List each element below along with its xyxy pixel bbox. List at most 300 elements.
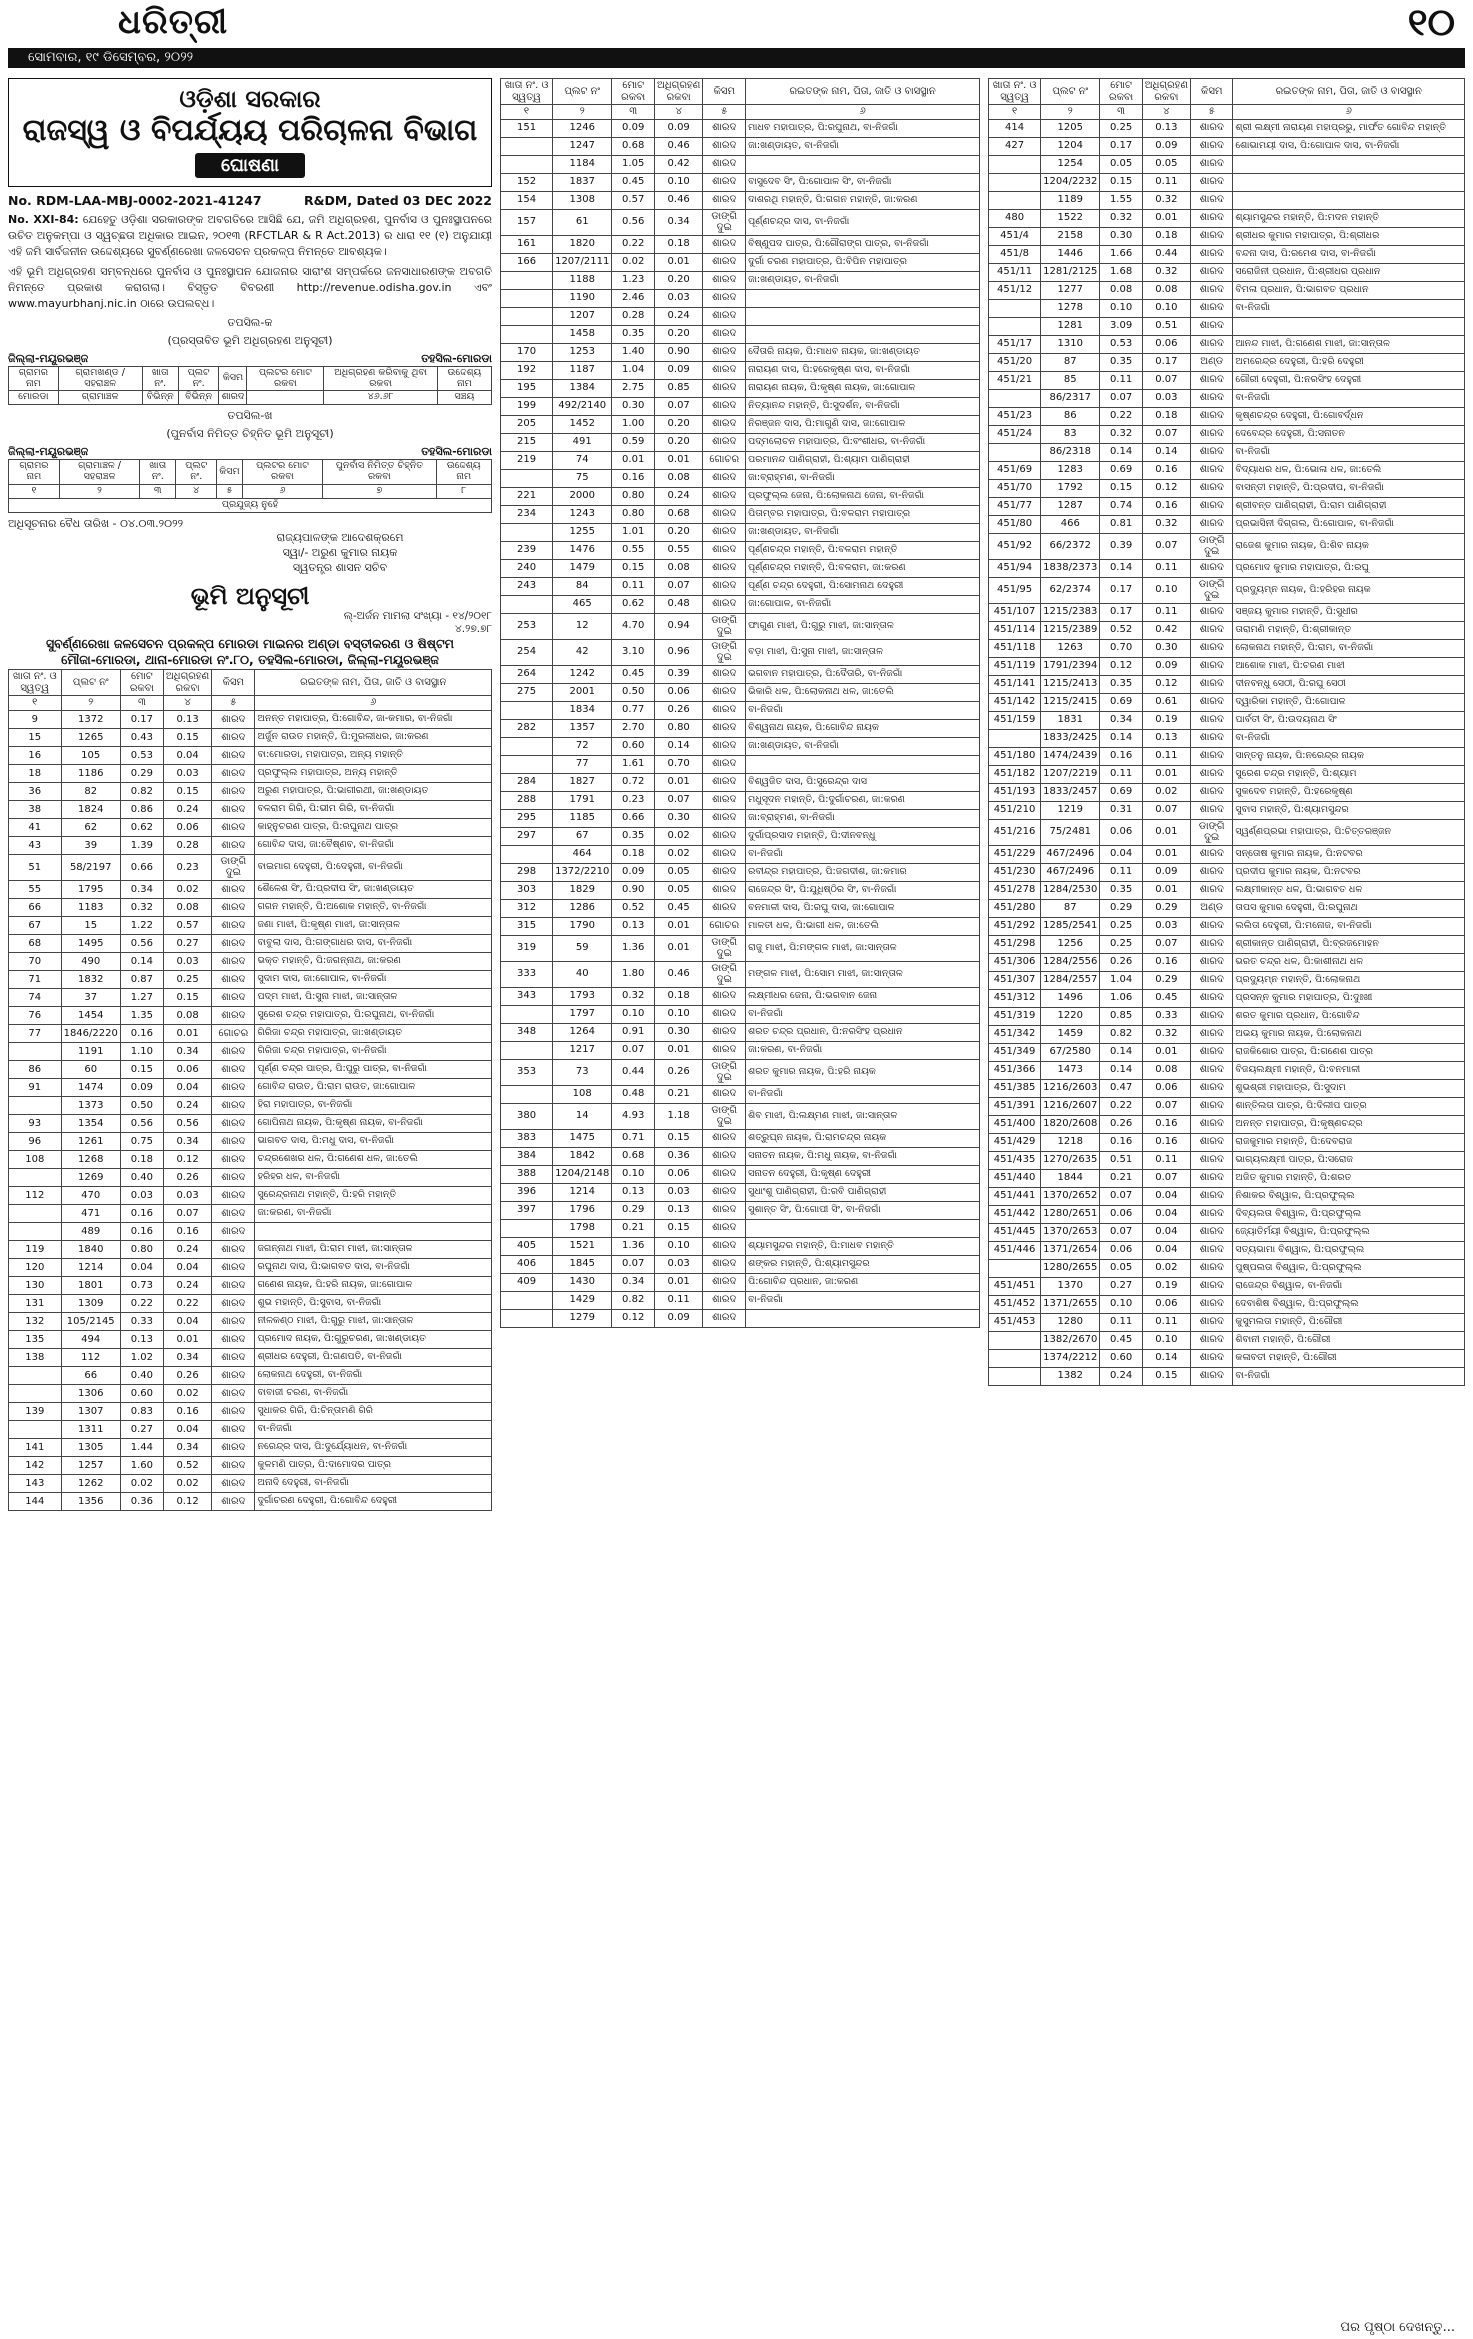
land-kisam: ଶାରଦ xyxy=(212,1330,255,1348)
total-area: 0.02 xyxy=(120,1474,163,1492)
table-row xyxy=(501,665,980,683)
plot-number: 1371/2654 xyxy=(1041,1241,1100,1259)
table-a-header-row xyxy=(9,366,492,391)
khata-number: 451/429 xyxy=(989,1133,1041,1151)
schedule-header-cell: ପ୍ଲଟ ନଂ xyxy=(553,79,612,105)
owner-details: ବା-ନିଜଗାଁ xyxy=(1233,389,1465,407)
table-row xyxy=(501,1201,980,1219)
table-row xyxy=(989,371,1465,389)
acquired-area: 0.10 xyxy=(1142,577,1190,603)
plot-number: 1204 xyxy=(1041,137,1100,155)
owner-details: ବା-ନିଜଗାଁ xyxy=(746,1085,980,1103)
table-row xyxy=(501,397,980,415)
table-row xyxy=(989,281,1465,299)
acquired-area: 0.09 xyxy=(655,1309,703,1327)
khata-number: 152 xyxy=(501,173,553,191)
land-kisam: ଶାରଦ xyxy=(212,880,255,898)
total-area: 0.06 xyxy=(1100,1205,1142,1223)
plot-number: 1382/2670 xyxy=(1041,1331,1100,1349)
plot-number: 1268 xyxy=(61,1150,120,1168)
acquired-area: 0.20 xyxy=(655,325,703,343)
acquired-area: 0.85 xyxy=(655,379,703,397)
khata-number: 205 xyxy=(501,415,553,433)
land-kisam: ଶାରଦ xyxy=(212,934,255,952)
khata-number: 451/230 xyxy=(989,863,1041,881)
total-area: 0.10 xyxy=(612,1165,655,1183)
table-a-header-cell: ଅଧିଗ୍ରହଣ କରିବାକୁ ଥିବା ରକବା xyxy=(324,366,437,391)
acquired-area: 0.02 xyxy=(163,1384,211,1402)
plot-number: 1452 xyxy=(553,415,612,433)
acquired-area: 0.21 xyxy=(655,1085,703,1103)
owner-details: ବନ୍ଦନା ଦାସ, ପି:ରମେଶ ଦାସ, ବା-ନିଜଗାଁ xyxy=(1233,245,1465,263)
plot-number: 1214 xyxy=(553,1183,612,1201)
acquired-area: 0.01 xyxy=(655,253,703,271)
schedule-header-cell: ରଇତଙ୍କ ନାମ, ପିତା, ଜାତି ଓ ବାସସ୍ଥାନ xyxy=(255,670,492,696)
acquired-area: 0.09 xyxy=(1142,863,1190,881)
land-kisam: ଶାରଦ xyxy=(1191,335,1233,353)
owner-details: ଭାଗ୍ୟଲକ୍ଷ୍ମୀ ପାତ୍ର, ପି:ସରୋଜ xyxy=(1233,1151,1465,1169)
plot-number: 1521 xyxy=(553,1237,612,1255)
acquired-area: 0.03 xyxy=(655,289,703,307)
schedule-header-row xyxy=(989,79,1465,105)
khata-number: 161 xyxy=(501,235,553,253)
table-row xyxy=(501,1059,980,1085)
total-area: 0.24 xyxy=(1100,1367,1142,1385)
khata-number: 451/159 xyxy=(989,711,1041,729)
khata-number: 71 xyxy=(9,970,62,988)
plot-number: 1254 xyxy=(1041,155,1100,173)
owner-details: ପୂର୍ଣ୍ଣଚନ୍ଦ୍ର ମହାନ୍ତି, ପି:ବଳରାମ ମହାନ୍ତି xyxy=(746,541,980,559)
total-area: 1.68 xyxy=(1100,263,1142,281)
land-kisam: ଶାରଦ xyxy=(703,1183,746,1201)
owner-details xyxy=(746,307,980,325)
owner-details: ଭକ୍ତ ମହାନ୍ତି, ପି:ଜଗନ୍ନାଥ, ଜା:କରଣ xyxy=(255,952,492,970)
khata-number: 451/312 xyxy=(989,989,1041,1007)
total-area: 0.62 xyxy=(120,818,163,836)
land-kisam: ଶାରଦ xyxy=(212,800,255,818)
total-area: 1.36 xyxy=(612,1237,655,1255)
land-kisam: ଶାରଦ xyxy=(212,988,255,1006)
table-row xyxy=(9,1312,492,1330)
table-row xyxy=(989,603,1465,621)
acquired-area: 0.10 xyxy=(655,1005,703,1023)
owner-details: ଅରୁଣ ମହାପାତ୍ର, ପି:ଭାଗୀରଥୀ, ଜା:ଖଣ୍ଡାୟତ xyxy=(255,782,492,800)
khata-number: 215 xyxy=(501,433,553,451)
khata-number xyxy=(501,325,553,343)
table-b-number-row xyxy=(9,485,492,499)
table-row xyxy=(989,819,1465,845)
table-a xyxy=(8,366,492,406)
owner-details: ଅଭୟ କୁମାର ନାୟକ, ପି:ଲୋକନାଥ xyxy=(1233,1025,1465,1043)
column-1 xyxy=(8,78,492,2313)
owner-details: ଗିରିଜା ଚନ୍ଦ୍ର ମହାପାତ୍ର, ବା-ନିଜଗାଁ xyxy=(255,1042,492,1060)
schedule-header-cell: ଅଧିଗ୍ରହଣ ରକବା xyxy=(655,79,703,105)
land-kisam: ଶାରଦ xyxy=(212,1384,255,1402)
owner-details: ଜା:କରଣ, ବା-ନିଜଗାଁ xyxy=(255,1204,492,1222)
owner-details: ଜା:ଖଣ୍ଡାୟତ, ବା-ନିଜଗାଁ xyxy=(746,737,980,755)
owner-details: ହିରା ମହାପାତ୍ର, ବା-ନିଜଗାଁ xyxy=(255,1096,492,1114)
total-area: 0.80 xyxy=(612,487,655,505)
owner-details: ଦୁର୍ଗାଚରଣ ଦେହୁରୀ, ପି:ଗୋବିନ୍ଦ ଦେହୁରୀ xyxy=(255,1492,492,1510)
table-row xyxy=(989,155,1465,173)
plot-number: 1458 xyxy=(553,325,612,343)
land-kisam: ଶାରଦ xyxy=(1191,935,1233,953)
schedule-header-cell: ରଇତଙ୍କ ନାମ, ପିତା, ଜାତି ଓ ବାସସ୍ଥାନ xyxy=(1233,79,1465,105)
case-number: ଲ୍-ଅର୍ଜନ ମାମଲା ସଂଖ୍ୟା - ୧୪/୨୦୧୮ xyxy=(343,609,492,622)
land-kisam: ଶାରଦ xyxy=(703,1129,746,1147)
owner-details xyxy=(746,755,980,773)
table-a-subcaption: (ପ୍ରସ୍ତାବିତ ଭୂମି ଅଧିଗ୍ରହଣ ଅନୁସୂଚୀ) xyxy=(167,333,333,347)
plot-number: 1522 xyxy=(1041,209,1100,227)
plot-number: 1796 xyxy=(553,1201,612,1219)
table-row xyxy=(989,953,1465,971)
land-kisam: ଶାରଦ xyxy=(212,1006,255,1024)
acquired-area: 0.08 xyxy=(655,559,703,577)
land-kisam: ଶାରଦ xyxy=(212,970,255,988)
land-kisam: ଶାରଦ xyxy=(703,523,746,541)
plot-number: 1430 xyxy=(553,1273,612,1291)
land-kisam: ଶାରଦ xyxy=(1191,245,1233,263)
land-kisam: ଅଣ୍ଡ xyxy=(1191,899,1233,917)
table-row xyxy=(501,289,980,307)
schedule-header-cell: କିସମ xyxy=(212,670,255,696)
total-area: 0.21 xyxy=(1100,1169,1142,1187)
land-kisam: ଶାରଦ xyxy=(1191,1079,1233,1097)
table-row xyxy=(501,1291,980,1309)
table-row xyxy=(9,1132,492,1150)
acquired-area: 0.32 xyxy=(1142,263,1190,281)
sign-line-3: ସ୍ୱତନ୍ତ୍ର ଶାସନ ସଚିବ xyxy=(292,560,388,574)
plot-number: 1281 xyxy=(1041,317,1100,335)
table-row xyxy=(501,899,980,917)
total-area: 0.07 xyxy=(1100,389,1142,407)
total-area: 0.03 xyxy=(120,1186,163,1204)
owner-details: ବିଦ୍ୟାଧର ଧଳ, ପି:ଭୋଳା ଧଳ, ଜା:ତେଲି xyxy=(1233,461,1465,479)
owner-details: ବିଷ୍ଣୁପଦ ପାତ୍ର, ପି:ଗୌରାଙ୍ଗ ପାତ୍ର, ବା-ନିଜଗାଁ xyxy=(746,235,980,253)
table-row xyxy=(989,497,1465,515)
khata-number: 451/210 xyxy=(989,801,1041,819)
plot-number: 1279 xyxy=(553,1309,612,1327)
total-area: 4.70 xyxy=(612,613,655,639)
khata-number xyxy=(989,1331,1041,1349)
tahasil-label: ତହସିଲ-ମୋରଡା xyxy=(421,351,492,365)
owner-details: ମଙ୍ଗଳ ମାଝୀ, ପି:ସୋମ ମାଝୀ, ଜା:ସାନ୍ତାଳ xyxy=(746,961,980,987)
plot-number: 1262 xyxy=(61,1474,120,1492)
khata-number: 451/94 xyxy=(989,559,1041,577)
owner-details: ପୂର୍ଣ୍ଣଚନ୍ଦ୍ର ଦାସ, ବା-ନିଜଗାଁ xyxy=(746,209,980,235)
table-row xyxy=(501,1023,980,1041)
acquired-area: 0.45 xyxy=(1142,989,1190,1007)
table-row xyxy=(501,379,980,397)
plot-number: 1284/2556 xyxy=(1041,953,1100,971)
total-area: 1.60 xyxy=(120,1456,163,1474)
total-area: 0.22 xyxy=(1100,1097,1142,1115)
khata-number xyxy=(501,271,553,289)
table-row xyxy=(989,1367,1465,1385)
khata-number xyxy=(501,701,553,719)
acquired-area: 0.39 xyxy=(655,665,703,683)
khata-number: 66 xyxy=(9,898,62,916)
district-label-b: ଜିଲ୍ଲା-ମୟୂରଭଞ୍ଜ xyxy=(8,445,89,459)
acquired-area: 0.34 xyxy=(655,209,703,235)
table-row xyxy=(501,451,980,469)
plot-number: 1354 xyxy=(61,1114,120,1132)
plot-number: 1309 xyxy=(61,1294,120,1312)
total-area: 1.04 xyxy=(1100,971,1142,989)
table-b-note-row xyxy=(9,499,492,513)
acquired-area: 0.12 xyxy=(1142,675,1190,693)
land-kisam: ଶାରଦ xyxy=(1191,845,1233,863)
acquired-area: 0.04 xyxy=(163,1420,211,1438)
khata-number xyxy=(989,1367,1041,1385)
khata-number: 264 xyxy=(501,665,553,683)
plot-number: 15 xyxy=(61,916,120,934)
table-row xyxy=(501,523,980,541)
schedule-header-cell: ଅଧିଗ୍ରହଣ ରକବା xyxy=(1142,79,1190,105)
khata-number xyxy=(501,845,553,863)
acquired-area: 0.20 xyxy=(655,271,703,289)
schedule-header-cell: ରଇତଙ୍କ ନାମ, ପିତା, ଜାତି ଓ ବାସସ୍ଥାନ xyxy=(746,79,980,105)
acquired-area: 0.01 xyxy=(163,1024,211,1042)
khata-number: 451/440 xyxy=(989,1169,1041,1187)
plot-number: 108 xyxy=(553,1085,612,1103)
acquired-area: 0.24 xyxy=(163,1276,211,1294)
total-area: 0.69 xyxy=(1100,461,1142,479)
total-area: 0.07 xyxy=(612,1041,655,1059)
total-area: 0.62 xyxy=(612,595,655,613)
total-area: 0.52 xyxy=(1100,621,1142,639)
plot-number: 1842 xyxy=(553,1147,612,1165)
land-kisam: ଶାରଦ xyxy=(703,1255,746,1273)
total-area: 0.14 xyxy=(1100,1061,1142,1079)
plot-number: 470 xyxy=(61,1186,120,1204)
owner-details xyxy=(746,325,980,343)
plot-number: 1837 xyxy=(553,173,612,191)
khata-number: 397 xyxy=(501,1201,553,1219)
acquired-area: 0.96 xyxy=(655,639,703,665)
plot-number: 1356 xyxy=(61,1492,120,1510)
acquired-area: 0.29 xyxy=(1142,971,1190,989)
total-area: 1.39 xyxy=(120,836,163,854)
owner-details: ଶରତ ଚନ୍ଦ୍ର ପ୍ରଧାନ, ପି:ନରସିଂହ ପ୍ରଧାନ xyxy=(746,1023,980,1041)
khata-number: 120 xyxy=(9,1258,62,1276)
notice-text-1: ଯେହେତୁ ଓଡ଼ିଶା ସରକାରଙ୍କ ଅବଗତିରେ ଆସିଛି ଯେ, ଜମି ଅଧିଗ୍ରହଣ, ପୁନର୍ବାସ ଓ ପୁନଃସ୍ଥାପନରେ ଉଚିତ ଅନୁକମ୍ପା ଓ ସ୍ୱଚ୍ଛତା ଅଧିକାର ଆଇନ, ୨୦୧୩ (RFCTLAR & R Act.2013) ର ଧାରା ୧୧ (୧) ଅନୁଯାୟୀ ଏହି ଜମି ସାର୍ବଜନୀନ ଉଦ୍ଦେଶ୍ୟରେ ସୁବର୍ଣ୍ଣରେଖା ଜଳସେଚନ ପ୍ରକଳ୍ପ ନିମନ୍ତେ ଆବଶ୍ୟକ। xyxy=(8,213,492,258)
total-area: 0.07 xyxy=(1100,1187,1142,1205)
owner-details: ପୂର୍ଣ୍ଣ ଚନ୍ଦ୍ର ଦେହୁରୀ, ପି:ସୋମନାଥ ଦେହୁରୀ xyxy=(746,577,980,595)
plot-number: 1204/2148 xyxy=(553,1165,612,1183)
land-kisam: ଶାରଦ xyxy=(212,1240,255,1258)
khata-number: 451/21 xyxy=(989,371,1041,389)
plot-number: 1184 xyxy=(553,155,612,173)
owner-details: ବା-ନିଜଗାଁ xyxy=(1233,443,1465,461)
table-row xyxy=(989,227,1465,245)
table-row xyxy=(501,755,980,773)
khata-number: 409 xyxy=(501,1273,553,1291)
total-area: 1.01 xyxy=(612,523,655,541)
acquired-area: 0.04 xyxy=(1142,1241,1190,1259)
land-kisam: ଶାରଦ xyxy=(703,325,746,343)
schedule-header-cell: ପ୍ଲଟ ନଂ xyxy=(1041,79,1100,105)
plot-number: 1253 xyxy=(553,343,612,361)
table-a-cell: ୪୬.୬୮ xyxy=(324,391,437,405)
reference-date: R&DM, Dated 03 DEC 2022 xyxy=(304,193,492,208)
land-kisam: ଶାରଦ xyxy=(703,701,746,719)
khata-number: 96 xyxy=(9,1132,62,1150)
acquired-area: 0.02 xyxy=(655,827,703,845)
khata-number: 221 xyxy=(501,487,553,505)
khata-number: 451/8 xyxy=(989,245,1041,263)
plot-number: 67 xyxy=(553,827,612,845)
land-kisam: ଶାରଦ xyxy=(703,253,746,271)
total-area: 0.04 xyxy=(1100,845,1142,863)
sign-line-2: ସ୍ୱା/- ଅରୁଣ କୁମାର ନାୟକ xyxy=(282,545,398,559)
plot-number: 1479 xyxy=(553,559,612,577)
land-kisam: ଶାରଦ xyxy=(1191,953,1233,971)
khata-number: 451/23 xyxy=(989,407,1041,425)
land-kisam: ଡାଙ୍ଗି ଦୁଇ xyxy=(1191,533,1233,559)
total-area: 0.15 xyxy=(612,559,655,577)
land-kisam: ଶାରଦ xyxy=(1191,1223,1233,1241)
owner-details: ନିତ୍ୟାନନ୍ଦ ମହାନ୍ତି, ପି:ସୁଦର୍ଶନ, ବା-ନିଜଗାଁ xyxy=(746,397,980,415)
total-area: 0.44 xyxy=(612,1059,655,1085)
plot-number: 1277 xyxy=(1041,281,1100,299)
khata-number: 451/349 xyxy=(989,1043,1041,1061)
acquired-area: 0.15 xyxy=(1142,1367,1190,1385)
total-area: 0.27 xyxy=(1100,1277,1142,1295)
khata-number: 70 xyxy=(9,952,62,970)
table-b-number-cell: ୮ xyxy=(436,485,492,499)
land-kisam: ଶାରଦ xyxy=(1191,559,1233,577)
khata-number: 451/452 xyxy=(989,1295,1041,1313)
total-area: 0.45 xyxy=(1100,1331,1142,1349)
table-row xyxy=(989,461,1465,479)
khata-number: 112 xyxy=(9,1186,62,1204)
land-kisam: ଶାରଦ xyxy=(1191,1241,1233,1259)
schedule-number-cell: ୪ xyxy=(1142,105,1190,120)
land-kisam: ଶାରଦ xyxy=(1191,729,1233,747)
plot-number: 1791/2394 xyxy=(1041,657,1100,675)
khata-number: 451/366 xyxy=(989,1061,1041,1079)
total-area: 0.06 xyxy=(1100,819,1142,845)
acquired-area: 0.03 xyxy=(163,952,211,970)
plot-number: 1280/2651 xyxy=(1041,1205,1100,1223)
acquired-area: 0.44 xyxy=(1142,245,1190,263)
total-area: 0.35 xyxy=(612,325,655,343)
plot-number: 492/2140 xyxy=(553,397,612,415)
table-row xyxy=(9,1042,492,1060)
acquired-area: 0.16 xyxy=(1142,1133,1190,1151)
table-b-number-cell: ୨ xyxy=(59,485,139,499)
owner-details: ଶୈଳେଶ ସିଂ, ପି:ପ୍ରଦୀପ ସିଂ, ଜା:ଖଣ୍ଡାୟତ xyxy=(255,880,492,898)
table-row xyxy=(501,1255,980,1273)
total-area: 0.09 xyxy=(612,119,655,137)
khata-number: 451/442 xyxy=(989,1205,1041,1223)
total-area: 1.23 xyxy=(612,271,655,289)
plot-number: 1207/2219 xyxy=(1041,765,1100,783)
plot-number: 1284/2530 xyxy=(1041,881,1100,899)
table-row xyxy=(501,433,980,451)
owner-details: ବାଇମାଗ ଦେହୁରୀ, ପି:ଦେହୁରୀ, ବା-ନିଜଗାଁ xyxy=(255,854,492,880)
land-kisam: ଶାରଦ xyxy=(212,898,255,916)
owner-details: କାହ୍ନୁଚରଣ ପାତ୍ର, ପି:ରଘୁନାଥ ପାତ୍ର xyxy=(255,818,492,836)
khata-number xyxy=(501,1291,553,1309)
khata-number: 16 xyxy=(9,746,62,764)
plot-number: 1255 xyxy=(553,523,612,541)
khata-number: 405 xyxy=(501,1237,553,1255)
owner-details: କଳାବତୀ ମହାନ୍ତି, ପି:ଗୌରୀ xyxy=(1233,1349,1465,1367)
table-row xyxy=(9,1366,492,1384)
table-b-number-cell: ୪ xyxy=(176,485,217,499)
khata-number: 282 xyxy=(501,719,553,737)
plot-number: 1186 xyxy=(61,764,120,782)
owner-details: ନରେନ୍ଦ୍ର ଦାସ, ପି:ଦୁର୍ଯ୍ୟୋଧନ, ବା-ନିଜଗାଁ xyxy=(255,1438,492,1456)
table-row xyxy=(989,407,1465,425)
owner-details: ଶଙ୍କର ମହାନ୍ତି, ପି:ଶ୍ୟାମସୁନ୍ଦର xyxy=(746,1255,980,1273)
total-area: 0.35 xyxy=(1100,353,1142,371)
acquired-area: 0.09 xyxy=(1142,137,1190,155)
schedule-body-3 xyxy=(989,119,1465,1385)
total-area: 0.80 xyxy=(120,1240,163,1258)
total-area: 0.71 xyxy=(612,1129,655,1147)
acquired-area: 0.26 xyxy=(163,1366,211,1384)
acquired-area: 0.05 xyxy=(1142,155,1190,173)
khata-number: 38 xyxy=(9,800,62,818)
owner-details: ସୁକଦେବ ମହାନ୍ତି, ପି:ହରେକୃଷ୍ଣ xyxy=(1233,783,1465,801)
land-kisam: ଶାରଦ xyxy=(703,1237,746,1255)
owner-details: ଶିବ ମାଝୀ, ପି:ଲକ୍ଷ୍ମଣ ମାଝୀ, ଜା:ସାନ୍ତାଳ xyxy=(746,1103,980,1129)
acquired-area: 0.12 xyxy=(1142,479,1190,497)
plot-number: 40 xyxy=(553,961,612,987)
plot-number: 77 xyxy=(553,755,612,773)
khata-number: 451/193 xyxy=(989,783,1041,801)
khata-number: 451/229 xyxy=(989,845,1041,863)
land-kisam: ଶାରଦ xyxy=(703,773,746,791)
schedule-number-cell: ୪ xyxy=(163,696,211,711)
acquired-area: 0.03 xyxy=(163,764,211,782)
khata-number: 77 xyxy=(9,1024,62,1042)
owner-details: ସତ୍ୟଭାମା ବିଶ୍ୱାଳ, ପି:ପ୍ରଫୁଲ୍ଲ xyxy=(1233,1241,1465,1259)
table-row xyxy=(989,515,1465,533)
total-area: 0.68 xyxy=(612,137,655,155)
owner-details: ବିଶ୍ୱନାଥ ନାୟକ, ପି:ଗୋବିନ୍ଦ ନାୟକ xyxy=(746,719,980,737)
plot-number: 37 xyxy=(61,988,120,1006)
table-row xyxy=(501,559,980,577)
plot-number: 489 xyxy=(61,1222,120,1240)
khata-number: 451/319 xyxy=(989,1007,1041,1025)
acquired-area: 0.01 xyxy=(1142,819,1190,845)
land-kisam: ଶାରଦ xyxy=(212,836,255,854)
khata-number xyxy=(989,443,1041,461)
khata-number xyxy=(501,1005,553,1023)
owner-details xyxy=(1233,317,1465,335)
table-b-subcaption: (ପୁନର୍ବାସ ନିମିତ୍ତ ଚିହ୍ନିତ ଭୂମି ଅନୁସୂଚୀ) xyxy=(166,427,334,441)
table-b-header-cell: ଗ୍ରାମର ନାମ xyxy=(9,460,60,485)
khata-number: 383 xyxy=(501,1129,553,1147)
acquired-area: 0.51 xyxy=(1142,317,1190,335)
land-kisam: ଶାରଦ xyxy=(1191,711,1233,729)
schedule-location-line: ମୌଜା-ମୋରଡା, ଥାନା-ମୋରଡା ନଂ.୮୦, ତହସିଲ-ମୋରଡା, ଜିଲ୍ଲା-ମୟୂରଭଞ୍ଜ xyxy=(61,652,439,668)
plot-number: 1243 xyxy=(553,505,612,523)
khata-number: 451/118 xyxy=(989,639,1041,657)
plot-number: 1286 xyxy=(553,899,612,917)
table-row xyxy=(501,325,980,343)
plot-number: 1357 xyxy=(553,719,612,737)
plot-number: 1263 xyxy=(1041,639,1100,657)
total-area: 0.13 xyxy=(120,1330,163,1348)
plot-number: 1183 xyxy=(61,898,120,916)
khata-number: 451/180 xyxy=(989,747,1041,765)
acquired-area: 0.19 xyxy=(1142,711,1190,729)
